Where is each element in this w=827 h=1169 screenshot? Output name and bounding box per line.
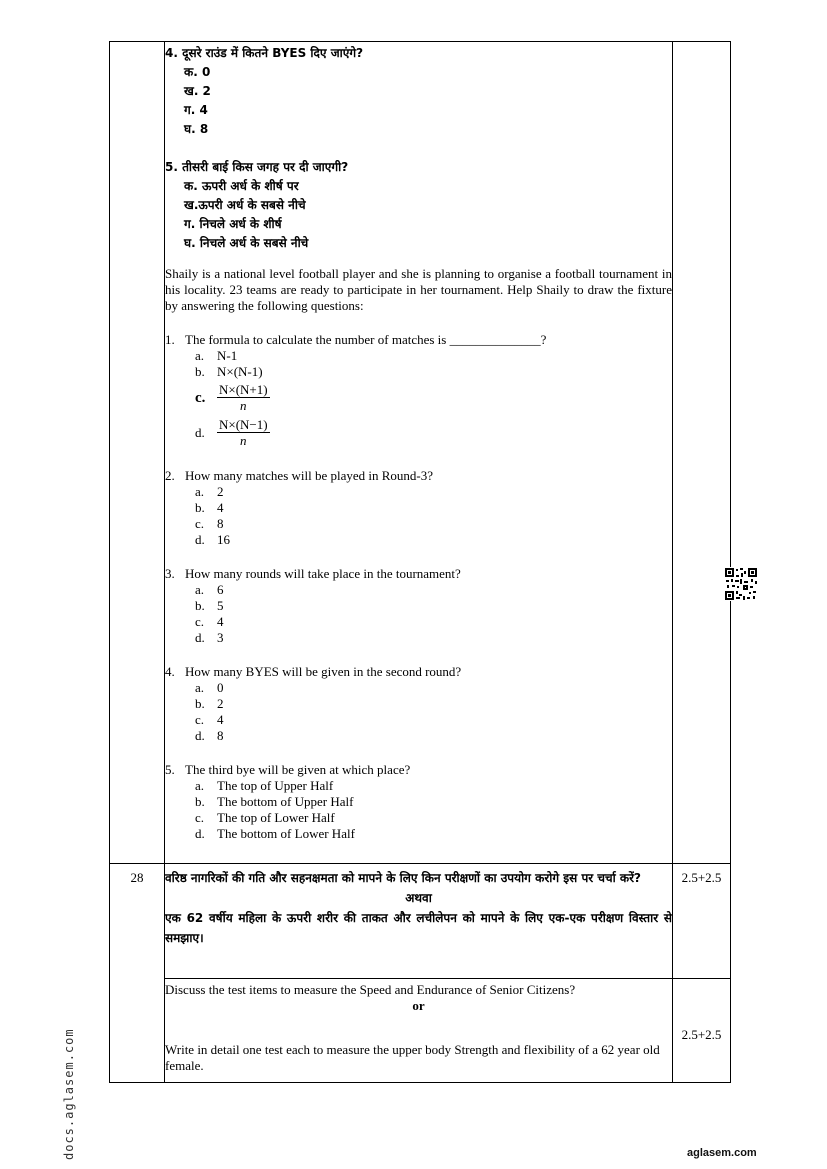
hindi-q4-option: ग. 4: [184, 103, 208, 117]
option-text: 4: [217, 712, 224, 727]
question-number: 2.: [165, 468, 175, 483]
question-28-hindi: [165, 864, 673, 979]
hindi-q5-text: 5. तीसरी बाई किस जगह पर दी जाएगी?: [165, 160, 349, 174]
question-28-english: [165, 979, 673, 1083]
english-or-label: or: [412, 998, 425, 1013]
question-number: 5.: [165, 762, 175, 777]
option-label: d.: [195, 826, 205, 841]
option-text: The top of Upper Half: [217, 778, 334, 793]
option-label: d.: [195, 630, 205, 645]
option-label: b.: [195, 794, 205, 809]
hindi-or-label: अथवा: [405, 891, 432, 905]
question-number: 3.: [165, 566, 175, 581]
option-label: a.: [195, 484, 205, 499]
case-study-passage: Shaily is a national level football player and she is planning to organise a football tournament in his locality. 23 teams are ready to participate in her tournament. Help Shaily to draw the fixture by answering the following questions:: [165, 266, 672, 313]
option-label: c.: [195, 614, 205, 629]
question-28-hindi-row: [110, 864, 731, 979]
option-text: 8: [217, 516, 224, 531]
fraction-denominator: n: [240, 433, 247, 448]
question-number: 28: [130, 870, 144, 885]
hindi-question-5: [165, 158, 672, 253]
option-label: c.: [195, 712, 205, 727]
option-label: b.: [195, 598, 205, 613]
option-text: The bottom of Lower Half: [217, 826, 355, 841]
option-label: b.: [195, 696, 205, 711]
english-question-text: Discuss the test items to measure the Speed and Endurance of Senior Citizens?: [165, 982, 576, 997]
hindi-q5-option: घ. निचले अर्ध के सबसे नीचे: [184, 236, 309, 250]
option-label: d.: [195, 424, 205, 440]
option-label: c.: [195, 516, 205, 531]
question-number-cell: [110, 864, 165, 1083]
english-alternative-question: Write in detail one test each to measure the upper body Strength and flexibility of a 62 year old female.: [165, 1042, 660, 1073]
option-text: 4: [217, 614, 224, 629]
footer-site-label: aglasem.com: [687, 1147, 757, 1159]
fraction-denominator: n: [240, 398, 247, 413]
question-28-english-row: [110, 979, 731, 1083]
hindi-q5-option: क. ऊपरी अर्ध के शीर्ष पर: [184, 179, 299, 193]
option-text: 5: [217, 598, 224, 613]
formula-fraction: [217, 417, 270, 448]
option-label: a.: [195, 582, 205, 597]
hindi-q5-option: ग. निचले अर्ध के शीर्ष: [184, 217, 282, 231]
qr-code-icon: [724, 567, 758, 601]
hindi-alternative-question: एक 62 वर्षीय महिला के ऊपरी शरीर की ताकत और लचीलेपन को मापने के लिए एक-एक परीक्षण विस्तार से समझाए।: [165, 911, 672, 945]
option-label: c.: [195, 810, 205, 825]
option-text: 2: [217, 484, 224, 499]
hindi-q5-option: ख.ऊपरी अर्ध के सबसे नीचे: [184, 198, 306, 212]
marks-value: 2.5+2.5: [681, 870, 722, 885]
english-question-5: [165, 762, 672, 842]
option-text: The top of Lower Half: [217, 810, 335, 825]
option-text: 2: [217, 696, 224, 711]
option-text: 16: [217, 532, 230, 547]
option-label: a.: [195, 348, 205, 363]
hindi-question-text: वरिष्ठ नागरिकों की गति और सहनक्षमता को मापने के लिए किन परीक्षणों का उपयोग करोगे इस पर चर्चा करें?: [165, 871, 641, 885]
side-watermark: docs.aglasem.com: [62, 1028, 76, 1160]
option-text: 8: [217, 728, 224, 743]
option-label: c.: [195, 389, 206, 406]
question-27-row: [110, 42, 731, 864]
marks-value: 2.5+2.5: [681, 1027, 722, 1042]
question-number-cell: [110, 42, 165, 864]
question-text: How many rounds will take place in the tournament?: [185, 566, 461, 581]
hindi-q4-option: ख. 2: [184, 84, 211, 98]
option-text: 4: [217, 500, 224, 515]
formula-fraction: [217, 382, 270, 413]
hindi-q4-option: क. 0: [184, 65, 211, 79]
option-text: 3: [217, 630, 224, 645]
option-text: The bottom of Upper Half: [217, 794, 354, 809]
option-label: b.: [195, 500, 205, 515]
english-question-3: [165, 566, 672, 646]
question-text: How many BYES will be given in the second round?: [185, 664, 462, 679]
english-question-2: [165, 468, 672, 548]
marks-cell: [673, 42, 731, 864]
question-text: The formula to calculate the number of matches is ______________?: [185, 332, 547, 347]
question-text: How many matches will be played in Round-3?: [185, 468, 434, 483]
option-label: d.: [195, 532, 205, 547]
marks-cell: [673, 864, 731, 979]
option-label: b.: [195, 364, 205, 379]
option-label: a.: [195, 680, 205, 695]
question-text: The third bye will be given at which place?: [185, 762, 411, 777]
fraction-numerator: N×(N+1): [219, 382, 268, 397]
question-table: [109, 41, 731, 1083]
option-text: N-1: [217, 348, 238, 363]
marks-cell: [673, 979, 731, 1083]
english-question-4: [165, 664, 672, 744]
question-number: 4.: [165, 664, 175, 679]
hindi-question-4: [165, 42, 672, 139]
english-question-1: [165, 332, 672, 450]
option-label: a.: [195, 778, 205, 793]
hindi-q4-text: 4. दूसरे राउंड में कितने BYES दिए जाएंगे?: [165, 46, 364, 60]
option-label: d.: [195, 728, 205, 743]
option-text: N×(N-1): [217, 364, 263, 379]
question-27-content: [165, 42, 673, 864]
question-number: 1.: [165, 332, 175, 347]
fraction-numerator: N×(N−1): [219, 417, 268, 432]
hindi-q4-option: घ. 8: [184, 122, 209, 136]
option-text: 0: [217, 680, 224, 695]
option-text: 6: [217, 582, 224, 597]
